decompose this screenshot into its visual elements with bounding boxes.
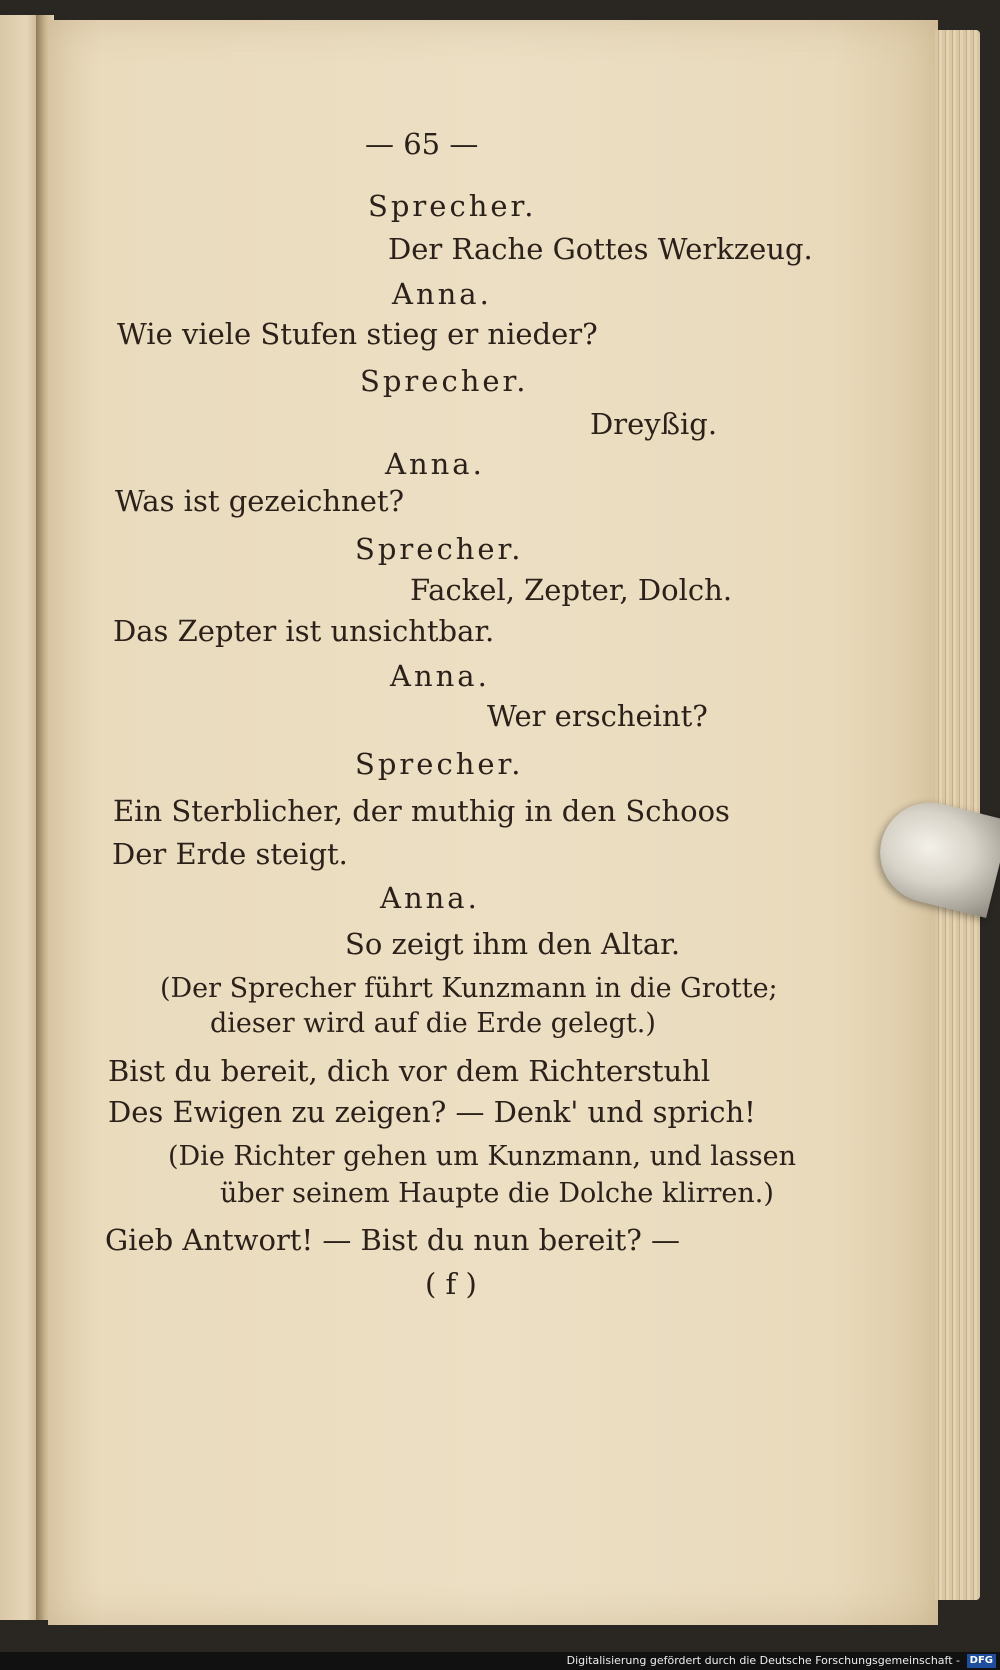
verse-line: Ein Sterblicher, der muthig in den Schoos bbox=[113, 794, 730, 828]
verse-line: Dreyßig. bbox=[590, 407, 718, 441]
verse-line: Gieb Antwort! — Bist du nun bereit? — bbox=[105, 1223, 681, 1257]
page-number: — 65 — bbox=[365, 127, 479, 161]
verse-line: Fackel, Zepter, Dolch. bbox=[410, 573, 733, 607]
verse-line: Des Ewigen zu zeigen? — Denk' und sprich! bbox=[108, 1095, 756, 1129]
verse-line: Wie viele Stufen stieg er nieder? bbox=[117, 317, 598, 351]
stage-direction: über seinem Haupte die Dolche klirren.) bbox=[220, 1178, 774, 1209]
verse-line: Wer erscheint? bbox=[487, 699, 708, 733]
speaker-anna: Anna. bbox=[390, 659, 490, 693]
verse-line: Bist du bereit, dich vor dem Richterstuhl bbox=[108, 1054, 711, 1088]
verse-line: So zeigt ihm den Altar. bbox=[345, 927, 681, 961]
verse-line: Der Rache Gottes Werkzeug. bbox=[388, 232, 813, 266]
speaker-sprecher: Sprecher. bbox=[368, 189, 537, 223]
verse-line: Das Zepter ist unsichtbar. bbox=[113, 614, 495, 648]
stage-direction: (Der Sprecher führt Kunzmann in die Grotte; bbox=[160, 973, 778, 1004]
signature-mark: ( f ) bbox=[425, 1267, 477, 1301]
verse-line: Der Erde steigt. bbox=[112, 837, 348, 871]
speaker-anna: Anna. bbox=[380, 881, 480, 915]
speaker-anna: Anna. bbox=[392, 277, 492, 311]
speaker-sprecher: Sprecher. bbox=[360, 364, 529, 398]
stage-direction: (Die Richter gehen um Kunzmann, und lassen bbox=[168, 1141, 797, 1172]
footer-bar bbox=[0, 1652, 1000, 1670]
speaker-anna: Anna. bbox=[385, 447, 485, 481]
dfg-logo: DFG bbox=[967, 1654, 996, 1668]
footer-credit: Digitalisierung gefördert durch die Deutsche Forschungsgemeinschaft - bbox=[566, 1654, 960, 1667]
speaker-sprecher: Sprecher. bbox=[355, 747, 524, 781]
stage-direction: dieser wird auf die Erde gelegt.) bbox=[210, 1008, 656, 1039]
verse-line: Was ist gezeichnet? bbox=[115, 484, 405, 518]
speaker-sprecher: Sprecher. bbox=[355, 532, 524, 566]
